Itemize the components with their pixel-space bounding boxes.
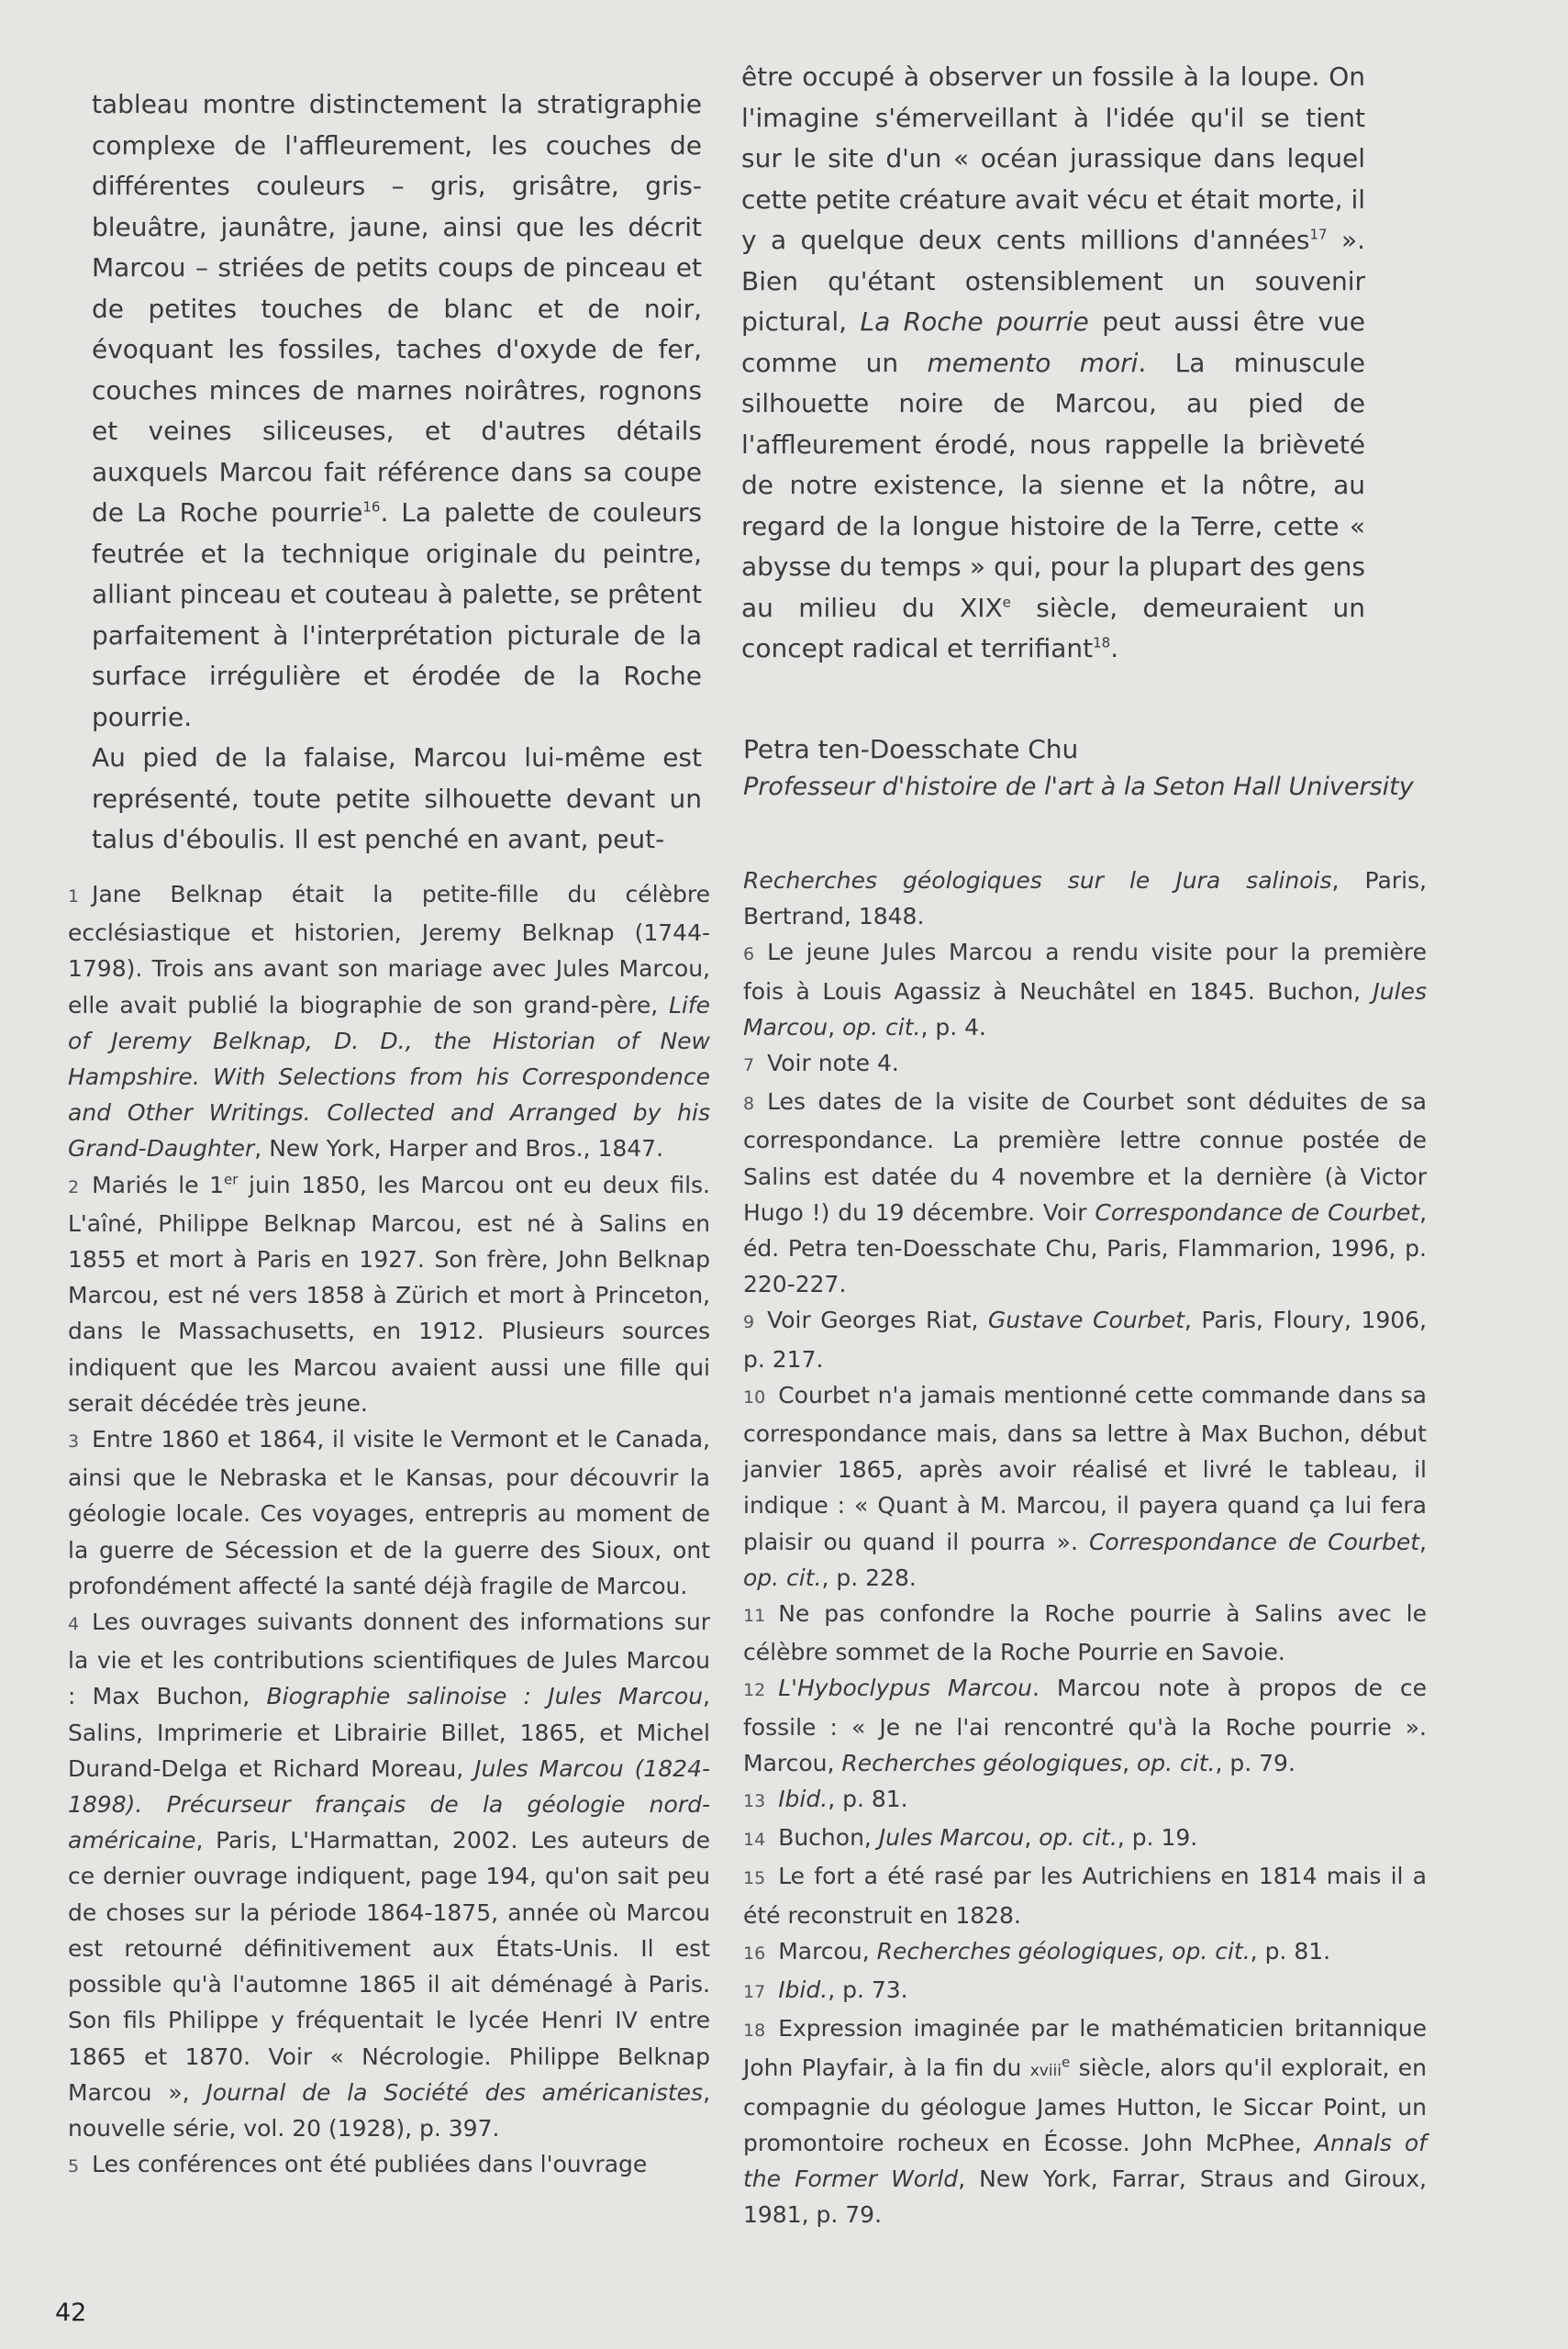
page-number: 42 (55, 2299, 87, 2327)
footnote-number: 8 (743, 1094, 755, 1115)
author-title: Professeur d'histoire de l'art à la Seton Hall University (743, 773, 1414, 801)
footnote-number: 16 (743, 1943, 766, 1964)
footnote: 15 Le fort a été rasé par les Autrichiens en 1814 mais il a été reconstruit en 1828. (743, 1863, 1427, 1929)
footnote-number: 12 (743, 1680, 766, 1701)
footnote-number: 14 (743, 1830, 766, 1851)
footnote-continuation: Recherches géologiques sur le Jura salinois, Paris, Bertrand, 1848. (743, 867, 1427, 930)
footnote-number: 18 (743, 2021, 766, 2042)
footnote: 9 Voir Georges Riat, Gustave Courbet, Paris, Floury, 1906, p. 217. (743, 1307, 1427, 1373)
main-paragraph: tableau montre distinctement la stratigraphie complexe de l'affleurement, les couches de différentes couleurs – gris, grisâtre, gris-bleuâtre, jaunâtre, jaune, ainsi que les décrit Marcou – striées de petits coups de pinceau et de petites touches de blanc et de noir, évoquant les fossiles, taches d'oxyde de fer, couches minces de marnes noirâtres, rognons et veines siliceuses, et d'autres détails auxquels Marcou fait référence dans sa coupe de La Roche pourrie$^{16}$. La palette de couleurs feutrée et la technique originale du peintre, alliant pinceau et couteau à palette, se prêtent parfaitement à l'interprétation picturale de la surface irrégulière et érodée de la Roche pourrie. (92, 89, 702, 732)
footnote: 2 Mariés le 1er juin 1850, les Marcou ont eu deux fils. L'aîné, Philippe Belknap Marcou, est né à Salins en 1855 et mort à Paris en 1927. Son frère, John Belknap Marcou, est né vers 1858 à Zürich et mort à Princeton, dans le Massachusetts, en 1912. Plusieurs sources indiquent que les Marcou avaient aussi une fille qui serait décédée très jeune. (68, 1171, 710, 1417)
footnote-number: 7 (743, 1055, 755, 1076)
footnote-number: 17 (743, 1982, 766, 2003)
footnote-number: 15 (743, 1868, 766, 1889)
footnote-ref: 16 (362, 498, 381, 516)
footnote-number: 4 (68, 1614, 80, 1635)
footnote-number: 1 (68, 886, 80, 907)
footnote-number: 11 (743, 1606, 766, 1627)
footnote: 8 Les dates de la visite de Courbet sont déduites de sa correspondance. La première lettre connue postée de Salins est datée du 4 novembre et la dernière (à Victor Hugo !) du 19 décembre. Voir Correspondance de Courbet, éd. Petra ten-Doesschate Chu, Paris, Flammarion, 1996, p. 220-227. (743, 1088, 1428, 1298)
footnote: 6 Le jeune Jules Marcou a rendu visite pour la première fois à Louis Agassiz à Neuchâtel en 1845. Buchon, Jules Marcou, op. cit., p. 4. (743, 939, 1427, 1041)
footnote-number: 5 (68, 2156, 80, 2177)
footnotes-right-column (743, 863, 1427, 2233)
footnote: 1 Jane Belknap était la petite-fille du célèbre ecclésiastique et historien, Jeremy Belknap (1744-1798). Trois ans avant son mariage avec Jules Marcou, elle avait publié la biographie de son grand-père, Life of Jeremy Belknap, D. D., the Historian of New Hampshire. With Selections from his Correspondence and Other Writings. Collected and Arranged by his Grand-Daughter, New York, Harper and Bros., 1847. (68, 881, 710, 1163)
main-text-right-column (741, 57, 1365, 670)
footnote: 17 Ibid., p. 73. (743, 1976, 908, 2004)
footnote-ref: 18 (1093, 634, 1111, 651)
footnote-number: 3 (68, 1431, 80, 1453)
footnote: 3 Entre 1860 et 1864, il visite le Vermont et le Canada, ainsi que le Nebraska et le Kansas, pour découvrir la géologie locale. Ces voyages, entrepris au moment de la guerre de Sécession et de la guerre des Sioux, ont profondément affecté la santé déjà fragile de Marcou. (68, 1426, 710, 1599)
footnote-number: 9 (743, 1312, 755, 1333)
footnote: 10 Courbet n'a jamais mentionné cette commande dans sa correspondance mais, dans sa lettre à Max Buchon, début janvier 1865, après avoir réalisé et livré le tableau, il indique : « Quant à M. Marcou, il payera quand ça lui fera plaisir ou quand il pourra ». Correspondance de Courbet, op. cit., p. 228. (743, 1381, 1427, 1591)
footnote-number: 2 (68, 1176, 80, 1197)
footnote: 7 Voir note 4. (743, 1050, 899, 1077)
footnote: 12 L'Hyboclypus Marcou. Marcou note à propos de ce fossile : « Je ne l'ai rencontré qu'à la Roche pourrie ». Marcou, Recherches géologiques, op. cit., p. 79. (743, 1675, 1427, 1776)
footnote: 18 Expression imaginée par le mathématicien britannique John Playfair, à la fin du xviii$^e$ siècle, alors qu'il explorait, en compagnie du géologue James Hutton, le Siccar Point, un promontoire rocheux en Écosse. John McPhee, Annals of the Former World, New York, Farrar, Straus and Giroux, 1981, p. 79. (743, 2015, 1428, 2229)
footnotes-left-column (68, 876, 710, 2185)
footnote-number: 6 (743, 944, 755, 965)
footnote: 13 Ibid., p. 81. (743, 1786, 908, 1813)
footnote-number: 13 (743, 1791, 766, 1812)
main-text-left-column (92, 84, 702, 861)
footnote: 14 Buchon, Jules Marcou, op. cit., p. 19. (743, 1824, 1198, 1852)
main-paragraph: être occupé à observer un fossile à la loupe. On l'imagine s'émerveillant à l'idée qu'il se tient sur le site d'un « océan jurassique dans lequel cette petite créature avait vécu et était morte, il y a quelque deux cents millions d'années$^{17}$ ». Bien qu'étant ostensiblement un souvenir pictural, La Roche pourrie peut aussi être vue comme un memento mori. La minuscule silhouette noire de Marcou, au pied de l'affleurement érodé, nous rappelle la brièveté de notre existence, la sienne et la nôtre, au regard de la longue histoire de la Terre, cette « abysse du temps » qui, pour la plupart des gens au milieu du XIXe siècle, demeuraient un concept radical et terrifiant$^{18}$. (741, 61, 1365, 663)
author-name: Petra ten-Doesschate Chu (743, 734, 1079, 764)
footnote: 16 Marcou, Recherches géologiques, op. cit., p. 81. (743, 1937, 1331, 1965)
footnote: 5 Les conférences ont été publiées dans l'ouvrage (68, 2151, 648, 2178)
footnote-ref: 17 (1309, 226, 1328, 243)
footnote-number: 10 (743, 1386, 766, 1408)
main-paragraph: Au pied de la falaise, Marcou lui-même est représenté, toute petite silhouette devant un talus d'éboulis. Il est penché en avant, peut- (92, 742, 702, 854)
footnote: 4 Les ouvrages suivants donnent des informations sur la vie et les contributions scientifiques de Jules Marcou : Max Buchon, Biographie salinoise : Jules Marcou, Salins, Imprimerie et Librairie Billet, 1865, et Michel Durand-Delga et Richard Moreau, Jules Marcou (1824-1898). Précurseur français de la géologie nord-américaine, Paris, L'Harmattan, 2002. Les auteurs de ce dernier ouvrage indiquent, page 194, qu'on sait peu de choses sur la période 1864-1875, année où Marcou est retourné définitivement aux États-Unis. Il est possible qu'à l'automne 1865 il ait déménagé à Paris. Son fils Philippe y fréquentait le lycée Henri IV entre 1865 et 1870. Voir « Nécrologie. Philippe Belknap Marcou », Journal de la Société des américanistes, nouvelle série, vol. 20 (1928), p. 397. (68, 1609, 711, 2142)
footnote: 11 Ne pas confondre la Roche pourrie à Salins avec le célèbre sommet de la Roche Pourrie en Savoie. (743, 1600, 1427, 1666)
